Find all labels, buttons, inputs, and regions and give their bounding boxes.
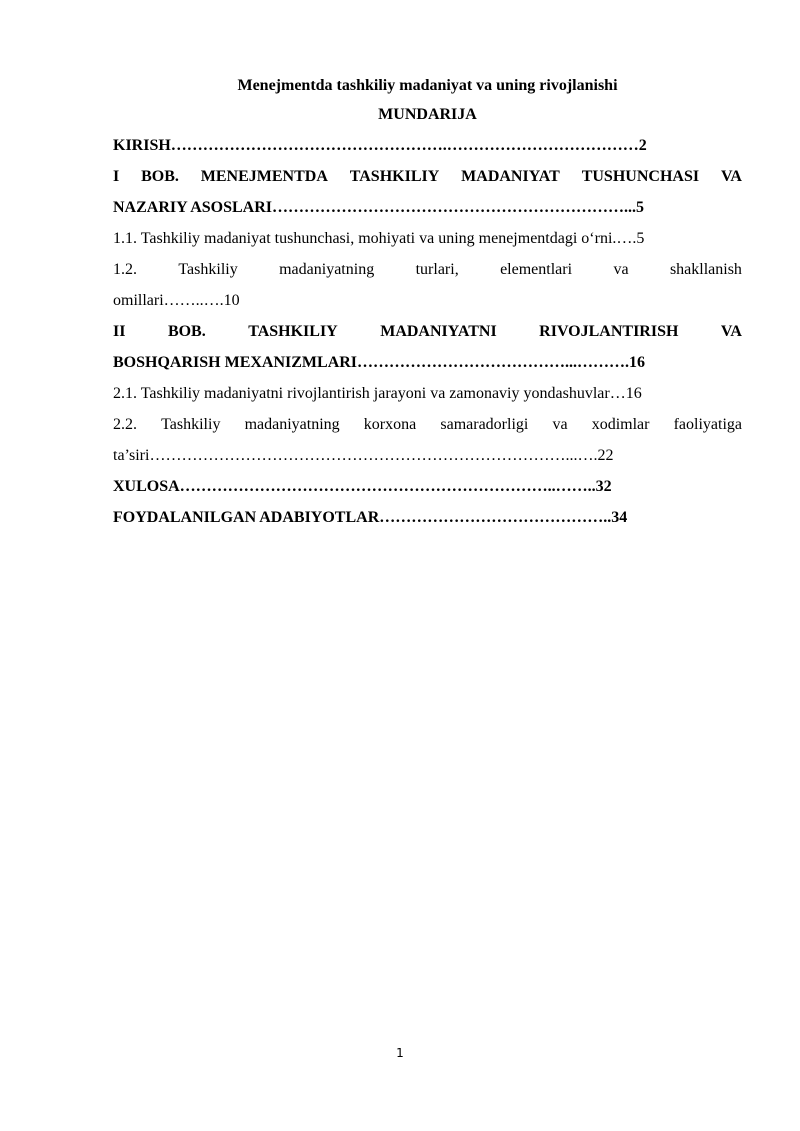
toc-word: TUSHUNCHASI xyxy=(581,168,700,185)
toc-word: Tashkiliy xyxy=(161,416,221,433)
toc-word: madaniyatning xyxy=(244,416,340,433)
toc-word: RIVOJLANTIRISH xyxy=(539,323,679,340)
toc-word: BOB. xyxy=(167,323,206,340)
toc-entry-1-2-line-2: omillari……..….10 xyxy=(113,292,240,309)
toc-word: faoliyatiga xyxy=(673,416,742,433)
toc-word: elementlari xyxy=(500,261,573,278)
toc-entry-chapter-1-line-2: NAZARIY ASOSLARI…………………………………………………………...5 xyxy=(113,199,644,216)
toc-word: TASHKILIY xyxy=(248,323,338,340)
toc-word: VA xyxy=(720,323,742,340)
toc-word: MADANIYATNI xyxy=(380,323,497,340)
toc-word: samaradorligi xyxy=(440,416,529,433)
toc-word: Tashkiliy xyxy=(178,261,238,278)
toc-entry-1-1: 1.1. Tashkiliy madaniyat tushunchasi, mohiyati va uning menejmentdagi o‘rni.….5 xyxy=(113,230,645,247)
page-number: 1 xyxy=(396,1046,404,1060)
toc-word: TASHKILIY xyxy=(349,168,440,185)
toc-word: xodimlar xyxy=(591,416,650,433)
toc-entry-chapter-2-line-2: BOSHQARISH MEXANIZMLARI…………………………………...……….16 xyxy=(113,354,646,371)
toc-word: MENEJMENTDA xyxy=(200,168,328,185)
toc-entry-2-2-line-1 xyxy=(113,409,742,440)
table-of-contents xyxy=(113,130,742,533)
document-title: Menejmentda tashkiliy madaniyat va uning rivojlanishi xyxy=(237,77,618,94)
toc-word: I xyxy=(113,168,120,185)
toc-word: shakllanish xyxy=(669,261,742,278)
toc-entry-chapter-1-line-1 xyxy=(113,161,742,192)
toc-entry-adabiyotlar: FOYDALANILGAN ADABIYOTLAR……………………………………..34 xyxy=(113,509,628,526)
toc-word: MADANIYAT xyxy=(461,168,560,185)
toc-word: 1.2. xyxy=(113,261,137,278)
contents-heading: MUNDARIJA xyxy=(378,106,477,123)
toc-entry-2-2-line-2: ta’siri……………………………………………………………………...….22 xyxy=(113,447,614,464)
toc-word: va xyxy=(552,416,568,433)
toc-word: turlari, xyxy=(415,261,459,278)
toc-entry-kirish: KIRISH…………………………………………….………………………………2 xyxy=(113,137,647,154)
toc-word: BOB. xyxy=(141,168,179,185)
toc-entry-xulosa: XULOSA……………………………………………………………..……..32 xyxy=(113,478,612,495)
toc-word: 2.2. xyxy=(113,416,137,433)
toc-entry-1-2-line-1 xyxy=(113,254,742,285)
toc-entry-2-1: 2.1. Tashkiliy madaniyatni rivojlantirish jarayoni va zamonaviy yondashuvlar…16 xyxy=(113,385,642,402)
toc-word: VA xyxy=(720,168,742,185)
toc-word: madaniyatning xyxy=(279,261,375,278)
toc-word: va xyxy=(613,261,629,278)
toc-entry-chapter-2-line-1 xyxy=(113,316,742,347)
toc-word: korxona xyxy=(363,416,417,433)
document-page xyxy=(113,72,742,533)
toc-word: II xyxy=(113,323,126,340)
